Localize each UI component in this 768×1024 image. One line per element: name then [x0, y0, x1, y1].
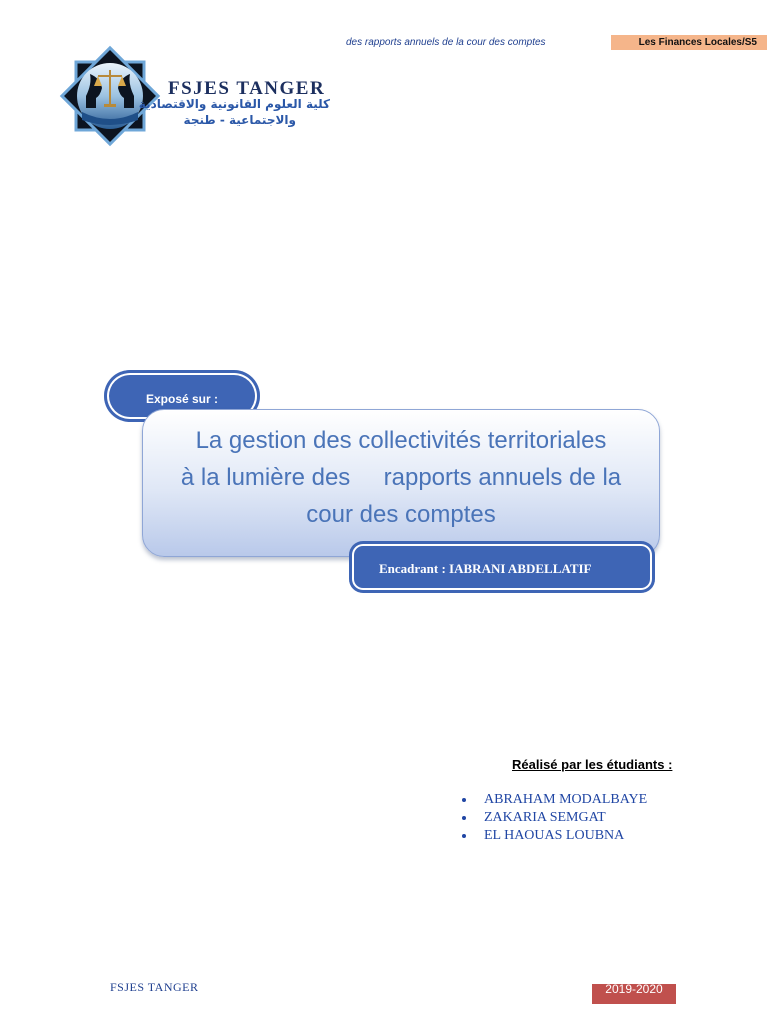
faculty-name-arabic-line2: والاجتماعية - طنجة: [183, 113, 296, 127]
cover-title: [143, 422, 659, 533]
footer-faculty: FSJES TANGER: [110, 982, 199, 994]
student-name: ABRAHAM MODALBAYE: [460, 791, 647, 809]
expose-label-badge: Exposé sur :: [104, 370, 260, 422]
student-name: EL HAOUAS LOUBNA: [460, 827, 647, 845]
students-list: [460, 791, 647, 845]
header-running-title: des rapports annuels de la cour des comptes: [346, 37, 546, 48]
supervisor-badge: Encadrant : IABRANI ABDELLATIF: [349, 541, 655, 593]
cover-title-line2: à la lumière des rapports annuels de la: [180, 464, 622, 491]
title-box: [142, 409, 660, 557]
cover-title-line3: cour des comptes: [306, 501, 496, 528]
students-heading: Réalisé par les étudiants :: [512, 757, 673, 772]
faculty-name-arabic-line1: كلية العلوم القانونية والاقتصادية: [138, 97, 330, 111]
footer-academic-year: 2019-2020: [592, 984, 676, 1004]
student-name: ZAKARIA SEMGAT: [460, 809, 647, 827]
faculty-name: FSJES TANGER: [168, 78, 326, 99]
header-course-label: Les Finances Locales/S5: [611, 35, 767, 50]
cover-title-line1: La gestion des collectivités territoriales: [195, 427, 607, 454]
justice-scale-emblem-icon: [54, 40, 166, 152]
